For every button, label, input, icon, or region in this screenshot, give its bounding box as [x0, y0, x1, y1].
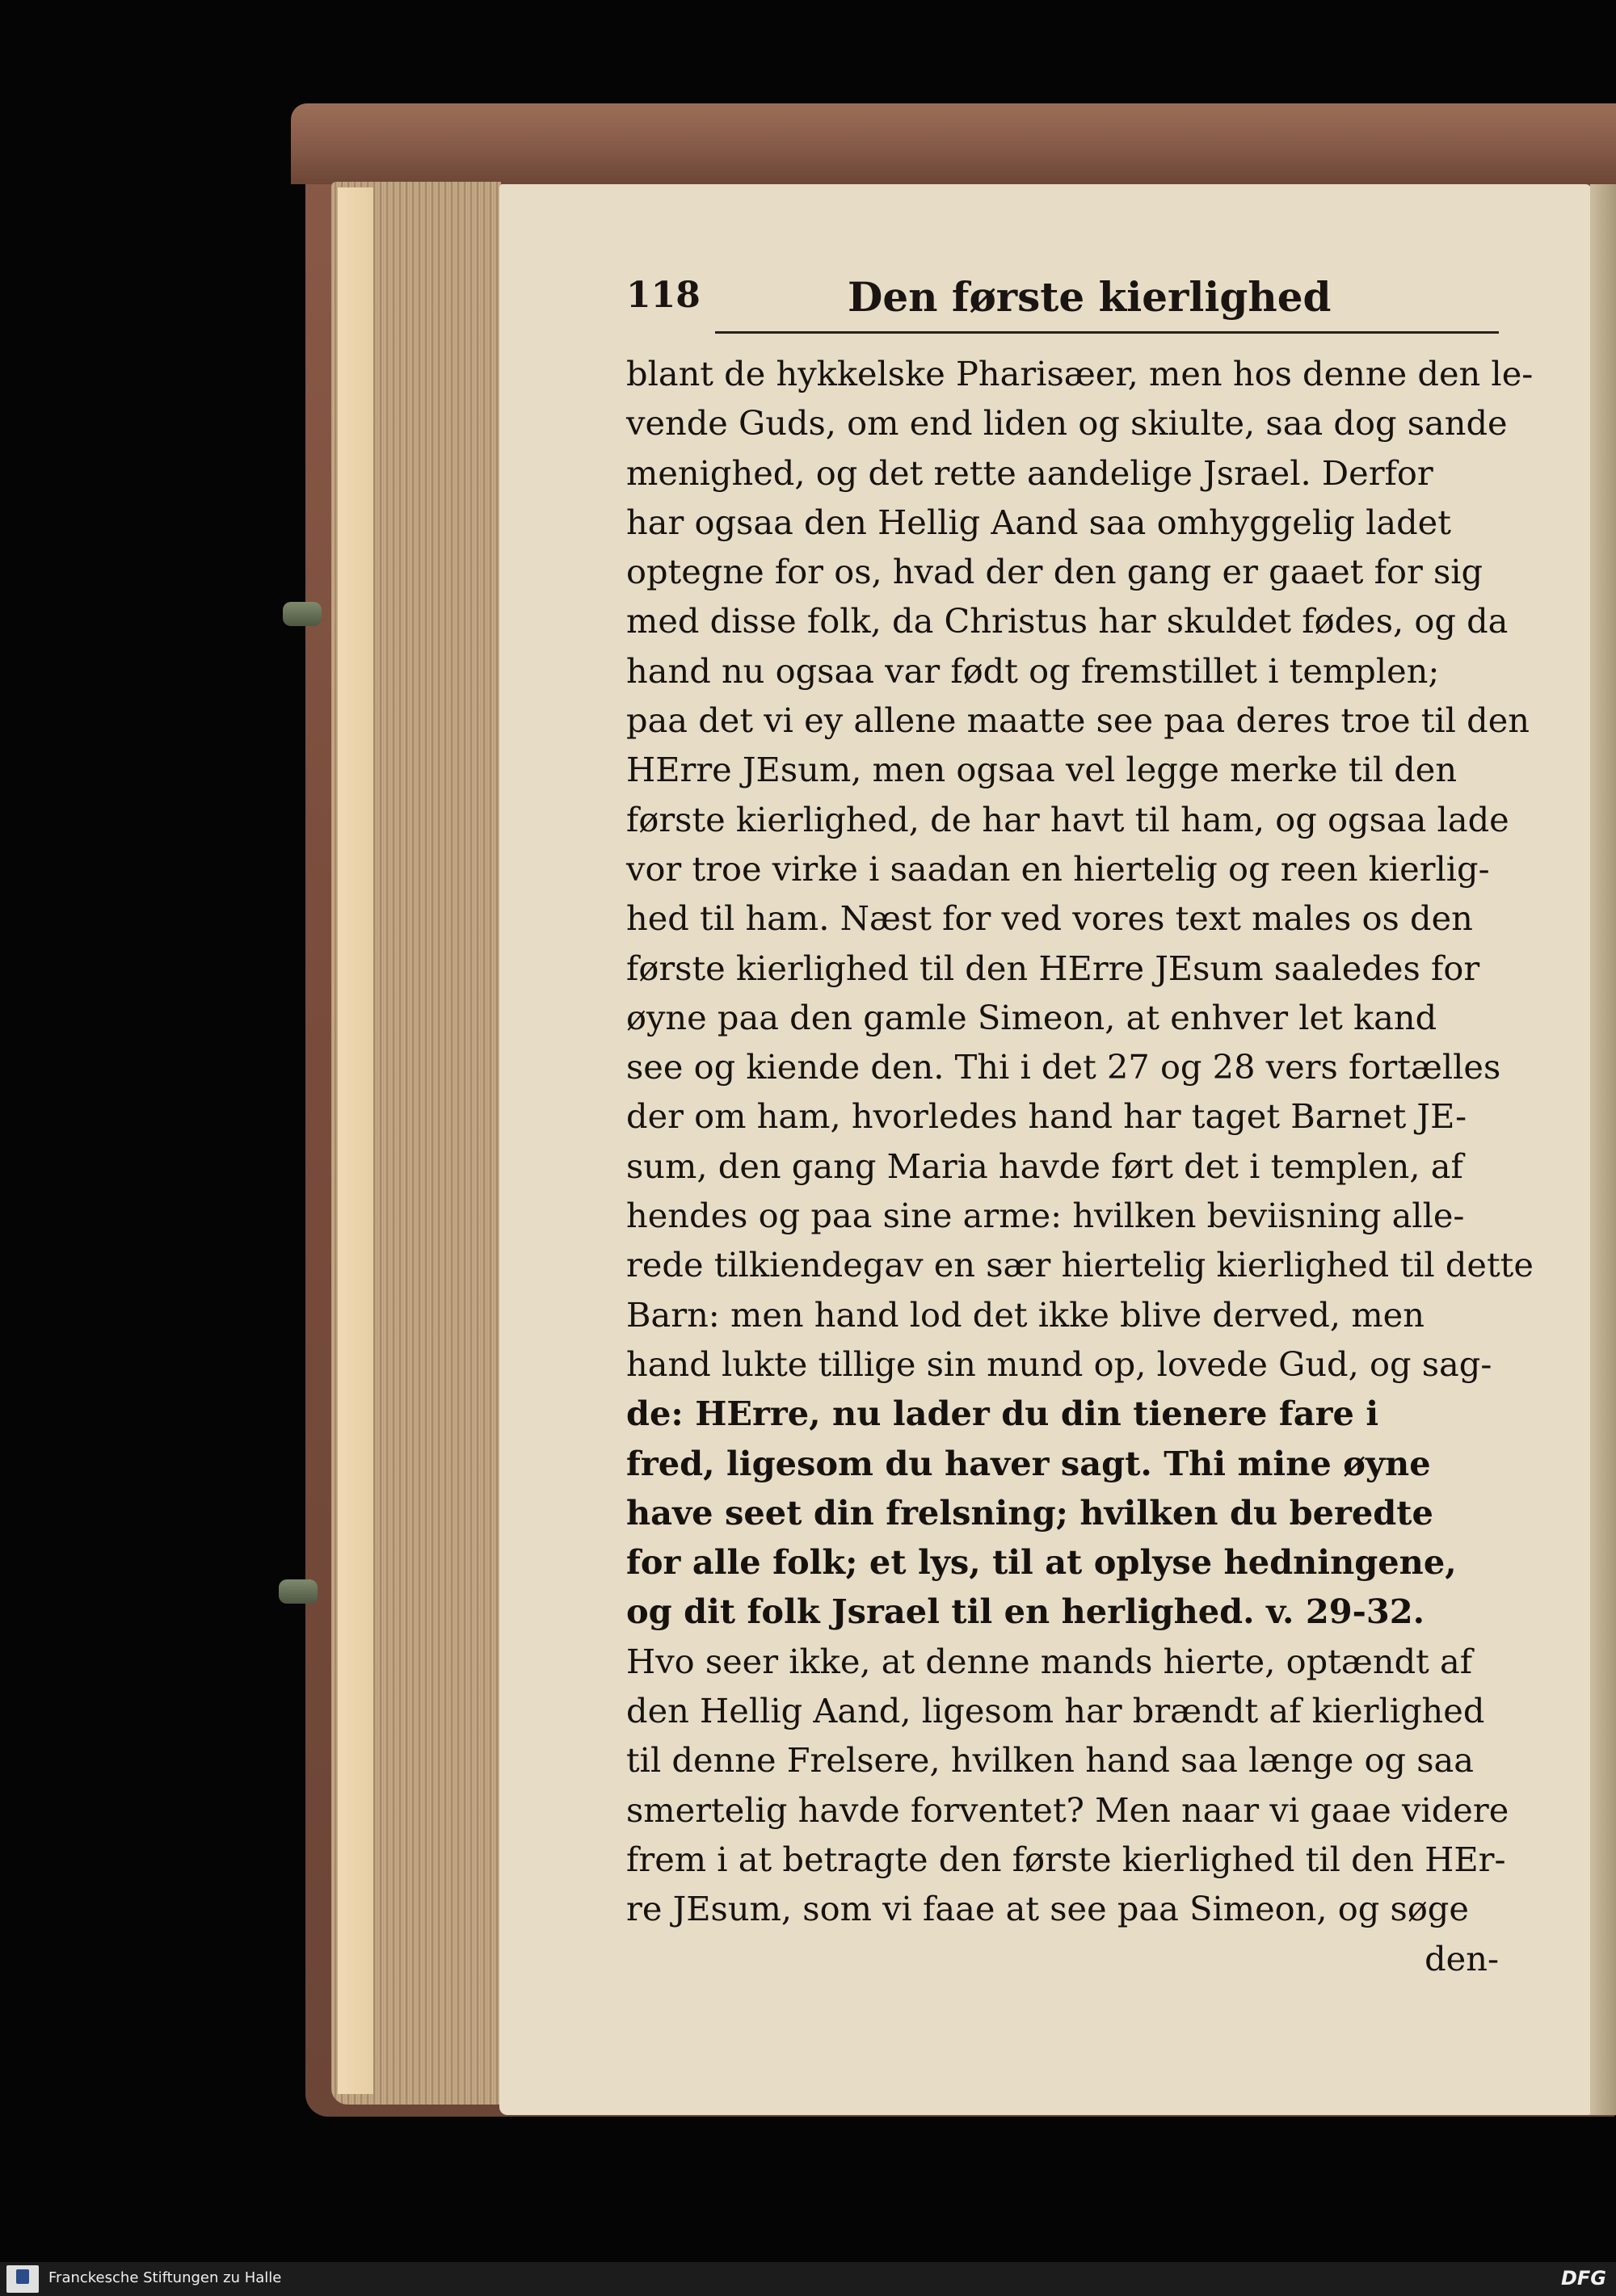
header-rule: [715, 331, 1499, 334]
institution-name: Franckesche Stiftungen zu Halle: [48, 2269, 282, 2286]
viewer-footer: [0, 2262, 1616, 2296]
text-line: frem i at betragte den første kierlighed til den HEr-: [626, 1839, 1506, 1879]
text-line: første kierlighed, de har havt til ham, og ogsaa lade: [626, 799, 1509, 839]
dfg-logo: DFG: [1560, 2267, 1606, 2290]
quotation-line: for alle folk; et lys, til at oplyse hedningene,: [626, 1542, 1457, 1583]
text-line: hendes og paa sine arme: hvilken beviisning alle-: [626, 1196, 1465, 1236]
running-header: [626, 275, 1499, 341]
text-line: rede tilkiendegav en sær hiertelig kierlighed til dette: [626, 1245, 1534, 1285]
text-line: HErre JEsum, men ogsaa vel legge merke til den: [626, 750, 1458, 790]
text-line: vor troe virke i saadan en hiertelig og reen kierlig-: [626, 848, 1490, 889]
institution-logo-icon: [6, 2265, 39, 2293]
text-line: re JEsum, som vi faae at see paa Simeon, og søge: [626, 1889, 1469, 1929]
text-line: smertelig havde forventet? Men naar vi gaae videre: [626, 1789, 1509, 1830]
text-line: sum, den gang Maria havde ført det i templen, af: [626, 1146, 1463, 1186]
endpaper-strip: [338, 187, 373, 2094]
page-number: 118: [626, 275, 701, 316]
page-gutter: [1590, 184, 1616, 2115]
text-line: har ogsaa den Hellig Aand saa omhyggelig ladet: [626, 502, 1451, 542]
text-line: blant de hykkelske Pharisæer, men hos denne den le-: [626, 354, 1534, 393]
text-line: med disse folk, da Christus har skuldet fødes, og da: [626, 601, 1509, 641]
text-line: Hvo seer ikke, at denne mands hierte, optændt af: [626, 1641, 1473, 1681]
text-line: øyne paa den gamle Simeon, at enhver let kand: [626, 997, 1437, 1037]
quotation-line: fred, ligesom du haver sagt. Thi mine øyne: [626, 1443, 1431, 1483]
clasp-upper: [283, 602, 322, 626]
clasp-lower: [279, 1579, 318, 1604]
text-line: menighed, og det rette aandelige Jsrael. Derfor: [626, 452, 1433, 493]
page-body-text: [626, 349, 1534, 1983]
text-line: see og kiende den. Thi i det 27 og 28 vers fortælles: [626, 1047, 1501, 1087]
catchword: den-: [1425, 1938, 1499, 1979]
quotation-line: og dit folk Jsrael til en herlighed. v. 29-32.: [626, 1592, 1425, 1632]
quotation-line: have seet din frelsning; hvilken du beredte: [626, 1492, 1433, 1533]
text-line: optegne for os, hvad der den gang er gaaet for sig: [626, 552, 1483, 592]
running-title: Den første kierlighed: [848, 273, 1332, 321]
text-line: til denne Frelsere, hvilken hand saa længe og saa: [626, 1740, 1474, 1781]
quotation-line: de: HErre, nu lader du din tienere fare i: [626, 1394, 1379, 1434]
text-line: der om ham, hvorledes hand har taget Barnet JE-: [626, 1096, 1467, 1137]
text-line: paa det vi ey allene maatte see paa deres troe til den: [626, 700, 1530, 741]
text-line: hand lukte tillige sin mund op, lovede Gud, og sag-: [626, 1344, 1492, 1384]
text-line: Barn: men hand lod det ikke blive derved, men: [626, 1294, 1425, 1335]
text-line: vende Guds, om end liden og skiulte, saa dog sande: [626, 403, 1508, 444]
text-line: første kierlighed til den HErre JEsum saaledes for: [626, 948, 1480, 988]
text-line: hed til ham. Næst for ved vores text males os den: [626, 898, 1473, 939]
text-line: den Hellig Aand, ligesom har brændt af kierlighed: [626, 1691, 1485, 1731]
book-cover-top: [291, 103, 1616, 184]
text-line: hand nu ogsaa var født og fremstillet i templen;: [626, 650, 1440, 691]
